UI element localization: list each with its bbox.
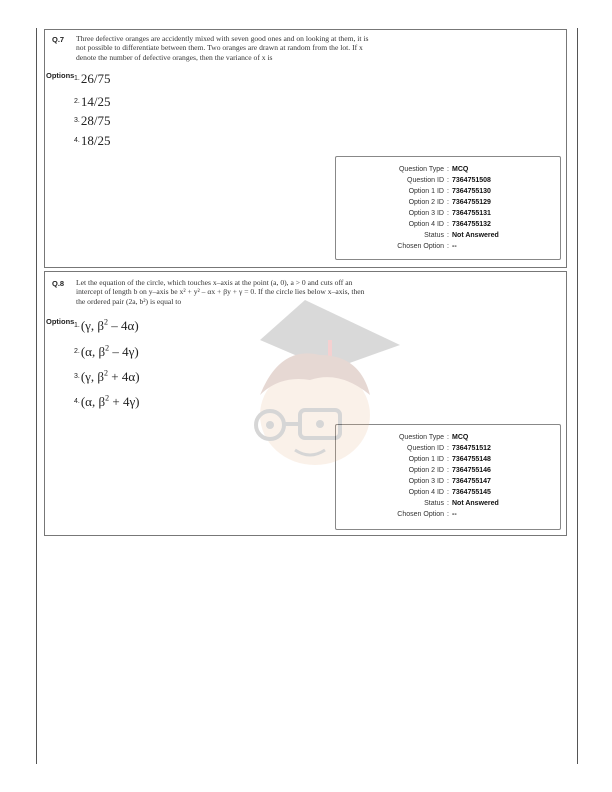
info-value: 7364751512: [452, 445, 491, 452]
option-value: 28/75: [80, 113, 111, 128]
option-2: [74, 93, 110, 111]
option-number: 4.: [74, 398, 80, 405]
option-value: (γ, $\beta^2 - 4\alpha$): [80, 317, 139, 333]
question-block-q7: [44, 29, 567, 268]
info-value: 7364755131: [452, 210, 491, 217]
question-text-line: Let the equation of the circle, which touches x–axis at the point (a, 0), a > 0 and cuts off an: [76, 278, 353, 287]
option-3: [74, 368, 140, 386]
option-number: 1.: [74, 322, 80, 329]
option-value: 14/25: [80, 94, 111, 109]
info-value: 7364755130: [452, 188, 491, 195]
option-value: (α, $\beta^2 - 4\gamma$): [80, 343, 139, 359]
info-key: Question Type: [398, 166, 444, 173]
option-4: [74, 132, 110, 150]
info-value: MCQ: [452, 434, 469, 441]
info-key: Option 3 ID: [408, 210, 444, 217]
info-key: Question Type: [398, 434, 444, 441]
option-3: [74, 112, 110, 130]
question-text-line: the ordered pair (2a, b²) is equal to: [76, 296, 182, 306]
question-text-line: intercept of length b on y–axis be x² + y² – αx + βy + γ = 0. If the circle lies below x–axis, then: [76, 287, 365, 297]
info-value: Not Answered: [452, 232, 499, 239]
option-number: 2.: [74, 348, 80, 355]
option-value: (γ, $\beta^2 + 4\alpha$): [80, 368, 140, 384]
info-value: Not Answered: [452, 500, 499, 507]
info-value: 7364751508: [452, 177, 491, 184]
info-key: Option 4 ID: [408, 489, 444, 496]
info-value: MCQ: [452, 166, 469, 173]
question-text-line: Three defective oranges are accidently mixed with seven good ones and on looking at them, it is: [76, 34, 369, 43]
question-text-line: denote the number of defective oranges, then the variance of x is: [76, 52, 273, 62]
option-value: 18/25: [80, 133, 111, 148]
info-key: Question ID: [407, 445, 444, 452]
info-key: Option 2 ID: [408, 199, 444, 206]
info-key: Option 2 ID: [408, 467, 444, 474]
option-value: (α, $\beta^2 + 4\gamma$): [80, 393, 140, 409]
info-key: Option 1 ID: [408, 188, 444, 195]
question-info-box: Question Type : MCQ Question ID : 7364751512 Option 1 ID : 7364755148 Option 2 ID : 7364755146 Option 3 ID : 7364755147 Option 4 ID : 7364755145 Status : Not Answered Chosen Option : --: [335, 424, 561, 530]
info-value: --: [452, 511, 457, 518]
info-value: 7364755148: [452, 456, 491, 463]
graduate-cartoon-icon: [250, 300, 400, 470]
info-key: Option 4 ID: [408, 221, 444, 228]
option-1: [74, 317, 139, 335]
info-value: 7364755129: [452, 199, 491, 206]
option-number: 3.: [74, 373, 80, 380]
question-text: [76, 34, 436, 62]
options-label: Options: [46, 317, 75, 326]
info-key: Status: [424, 500, 444, 507]
question-number: Q.7: [52, 35, 65, 44]
info-value: 7364755147: [452, 478, 491, 485]
info-key: Question ID: [407, 177, 444, 184]
info-key: Chosen Option: [397, 243, 444, 250]
question-text-line: not possible to differentiate between them. Two oranges are drawn at random from the lot. If x: [76, 43, 363, 53]
info-value: 7364755145: [452, 489, 491, 496]
info-key: Option 1 ID: [408, 456, 444, 463]
info-key: Status: [424, 232, 444, 239]
option-number: 2.: [74, 98, 80, 105]
info-value: 7364755132: [452, 221, 491, 228]
info-key: Chosen Option: [397, 511, 444, 518]
option-value: 26/75: [80, 71, 111, 86]
option-number: 3.: [74, 117, 80, 124]
question-info-box: Question Type : MCQ Question ID : 7364751508 Option 1 ID : 7364755130 Option 2 ID : 7364755129 Option 3 ID : 7364755131 Option 4 ID : 7364755132 Status : Not Answered Chosen Option : --: [335, 156, 561, 260]
option-1: [74, 70, 110, 88]
options-label: Options: [46, 71, 75, 80]
option-number: 4.: [74, 137, 80, 144]
question-number: Q.8: [52, 279, 65, 288]
info-value: --: [452, 243, 457, 250]
info-value: 7364755146: [452, 467, 491, 474]
option-4: [74, 393, 140, 411]
option-number: 1.: [74, 75, 80, 82]
info-key: Option 3 ID: [408, 478, 444, 485]
option-2: [74, 343, 139, 361]
